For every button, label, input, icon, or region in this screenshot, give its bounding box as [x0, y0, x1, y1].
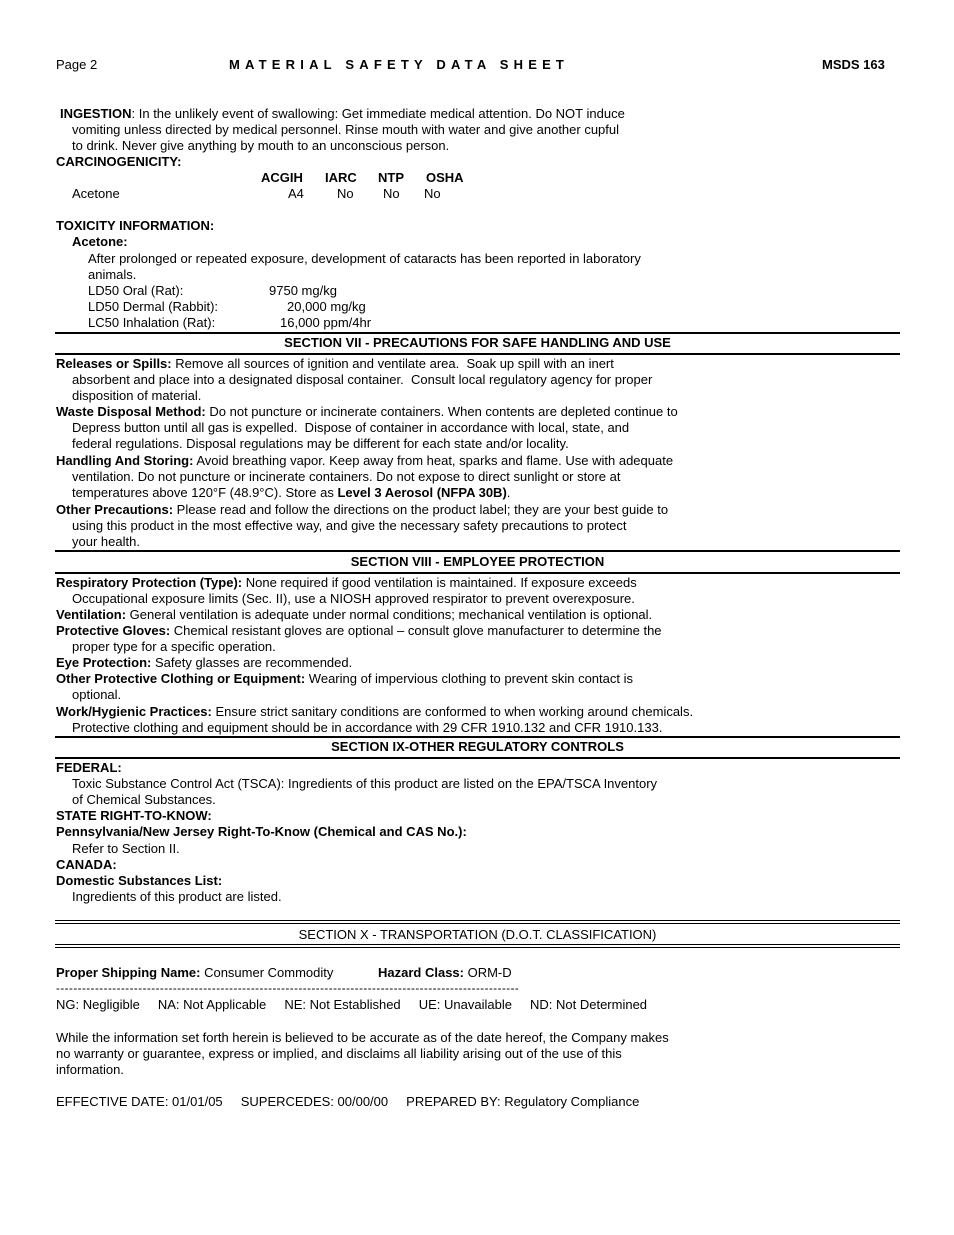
toxicity-substance: Acetone: [72, 234, 128, 249]
carc-value-acgih: A4 [288, 186, 304, 201]
section-rule [55, 923, 900, 924]
section-rule [55, 947, 900, 948]
ingestion-line-2: vomiting unless directed by medical personnel. Rinse mouth with water and give another cupful [72, 122, 620, 137]
hazard-line [378, 965, 512, 981]
section-rule [55, 920, 900, 921]
section-vii-title: SECTION VII - PRECAUTIONS FOR SAFE HANDLING AND USE [284, 335, 671, 350]
hygienic-line-2: Protective clothing and equipment should be in accordance with 29 CFR 1910.132 and CFR 1910.133. [72, 720, 663, 735]
waste-line-2: Depress button until all gas is expelled. Dispose of container in accordance with local, state, and [72, 420, 630, 435]
disclaimer-line-2: no warranty or guarantee, express or implied, and disclaims all liability arising out of the use of this [56, 1046, 622, 1061]
tox-row-name: LD50 Oral (Rat): [88, 283, 184, 298]
releases-line-1: Releases or Spills: Remove all sources of ignition and ventilate area. Soak up spill with an inert [56, 356, 614, 371]
disclaimer-line-1: While the information set forth herein is believed to be accurate as of the date hereof, the Company makes [56, 1030, 669, 1045]
other-precautions-line-2: using this product in the most effective way, and give the necessary safety precautions to protect [72, 518, 627, 533]
releases-line-2: absorbent and place into a designated disposal container. Consult local regulatory agency for proper [72, 372, 653, 387]
section-ix-title: SECTION IX-OTHER REGULATORY CONTROLS [331, 739, 624, 754]
carc-col-ntp: NTP [378, 170, 404, 185]
waste-line-1: Waste Disposal Method: Do not puncture or incinerate containers. When contents are depleted continue to [56, 404, 678, 419]
ingestion-line-1: INGESTION: In the unlikely event of swallowing: Get immediate medical attention. Do NOT induce [60, 106, 625, 121]
refer-text: Refer to Section II. [72, 841, 180, 856]
ingestion-line-3: to drink. Never give anything by mouth to an unconscious person. [72, 138, 450, 153]
clothing-line-1: Other Protective Clothing or Equipment: Wearing of impervious clothing to prevent skin contact is [56, 671, 633, 686]
carc-row-name: Acetone [72, 186, 120, 201]
section-x-title: SECTION X - TRANSPORTATION (D.O.T. CLASSIFICATION) [298, 927, 657, 942]
section-viii-title: SECTION VIII - EMPLOYEE PROTECTION [350, 554, 605, 569]
tox-row-value: 16,000 ppm/4hr [280, 315, 372, 330]
waste-line-3: federal regulations. Disposal regulations may be different for each state and/or locality. [72, 436, 569, 451]
carc-value-iarc: No [337, 186, 354, 201]
section-rule [55, 757, 900, 759]
other-precautions-label: Other Precautions: [56, 502, 174, 517]
tox-row-value: 9750 mg/kg [269, 283, 337, 298]
hygienic-line-1: Work/Hygienic Practices: Ensure strict sanitary conditions are conformed to when working around chemicals. [56, 704, 694, 719]
dsl-text: Ingredients of this product are listed. [72, 889, 282, 904]
section-rule [55, 550, 900, 552]
ventilation-label: Ventilation: [56, 607, 127, 622]
tsca-line-2: of Chemical Substances. [72, 792, 216, 807]
gloves-label: Protective Gloves: [56, 623, 171, 638]
gloves-line-2: proper type for a specific operation. [72, 639, 276, 654]
respiratory-line-1: Respiratory Protection (Type): None required if good ventilation is maintained. If exposure exceeds [56, 575, 637, 590]
state-label: STATE RIGHT-TO-KNOW: [56, 808, 212, 823]
toxicity-line-1: After prolonged or repeated exposure, development of cataracts has been reported in laboratory [88, 251, 641, 266]
tox-row-value: 20,000 mg/kg [287, 299, 366, 314]
respiratory-label: Respiratory Protection (Type): [56, 575, 243, 590]
carc-col-acgih: ACGIH [261, 170, 303, 185]
releases-line-3: disposition of material. [72, 388, 202, 403]
section-rule [55, 736, 900, 738]
dsl-label: Domestic Substances List: [56, 873, 223, 888]
section-rule [55, 332, 900, 334]
federal-label: FEDERAL: [56, 760, 122, 775]
hazard-label: Hazard Class: [378, 965, 464, 980]
document-title: MATERIAL SAFETY DATA SHEET [229, 57, 570, 72]
pa-nj-label: Pennsylvania/New Jersey Right-To-Know (Chemical and CAS No.): [56, 824, 467, 839]
handling-line-1: Handling And Storing: Avoid breathing vapor. Keep away from heat, sparks and flame. Use with adequate [56, 453, 674, 468]
handling-line-3: temperatures above 120°F (48.9°C). Store as Level 3 Aerosol (NFPA 30B). [72, 485, 511, 500]
handling-line-2: ventilation. Do not puncture or incinerate containers. Do not expose to direct sunlight or store at [72, 469, 621, 484]
carcinogenicity-label: CARCINOGENICITY: [56, 154, 182, 169]
section-rule [55, 944, 900, 945]
releases-label: Releases or Spills: [56, 356, 172, 371]
handling-label: Handling And Storing: [56, 453, 194, 468]
shipping-value: Consumer Commodity [200, 965, 334, 980]
disclaimer-line-3: information. [56, 1062, 124, 1077]
hygienic-label: Work/Hygienic Practices: [56, 704, 212, 719]
other-precautions-line-1: Other Precautions: Please read and follow the directions on the product label; they are your best guide to [56, 502, 669, 517]
other-precautions-line-3: your health. [72, 534, 140, 549]
storage-class: Level 3 Aerosol (NFPA 30B) [337, 485, 507, 500]
respiratory-line-2: Occupational exposure limits (Sec. II), use a NIOSH approved respirator to prevent overexposure. [72, 591, 635, 606]
dashed-separator: ----------------------------------------------------------------------------------------------------------- [56, 983, 520, 995]
footer-dates: EFFECTIVE DATE: 01/01/05 SUPERCEDES: 00/00/00 PREPARED BY: Regulatory Compliance [56, 1094, 640, 1109]
section-rule [55, 353, 900, 355]
document-id: MSDS 163 [822, 57, 885, 72]
waste-label: Waste Disposal Method: [56, 404, 206, 419]
tox-row-name: LC50 Inhalation (Rat): [88, 315, 216, 330]
gloves-line-1: Protective Gloves: Chemical resistant gloves are optional – consult glove manufacturer to determine the [56, 623, 662, 638]
clothing-label: Other Protective Clothing or Equipment: [56, 671, 306, 686]
tsca-line-1: Toxic Substance Control Act (TSCA): Ingredients of this product are listed on the EPA/TSCA Inventory [72, 776, 658, 791]
shipping-label: Proper Shipping Name: [56, 965, 201, 980]
carc-col-iarc: IARC [325, 170, 357, 185]
shipping-line [56, 965, 333, 981]
eye-line: Eye Protection: Safety glasses are recommended. [56, 655, 353, 670]
clothing-line-2: optional. [72, 687, 122, 702]
ventilation-line: Ventilation: General ventilation is adequate under normal conditions; mechanical ventilation is optional. [56, 607, 653, 622]
carc-value-osha: No [424, 186, 441, 201]
page-number: Page 2 [56, 57, 98, 72]
ingestion-label: INGESTION [60, 106, 132, 121]
toxicity-line-2: animals. [88, 267, 137, 282]
carc-value-ntp: No [383, 186, 400, 201]
abbreviations-legend: NG: Negligible NA: Not Applicable NE: Not Established UE: Unavailable ND: Not Determined [56, 997, 648, 1012]
carc-col-osha: OSHA [426, 170, 464, 185]
canada-label: CANADA: [56, 857, 117, 872]
eye-label: Eye Protection: [56, 655, 152, 670]
hazard-value: ORM-D [463, 965, 512, 980]
toxicity-label: TOXICITY INFORMATION: [56, 218, 215, 233]
tox-row-name: LD50 Dermal (Rabbit): [88, 299, 219, 314]
section-rule [55, 572, 900, 574]
